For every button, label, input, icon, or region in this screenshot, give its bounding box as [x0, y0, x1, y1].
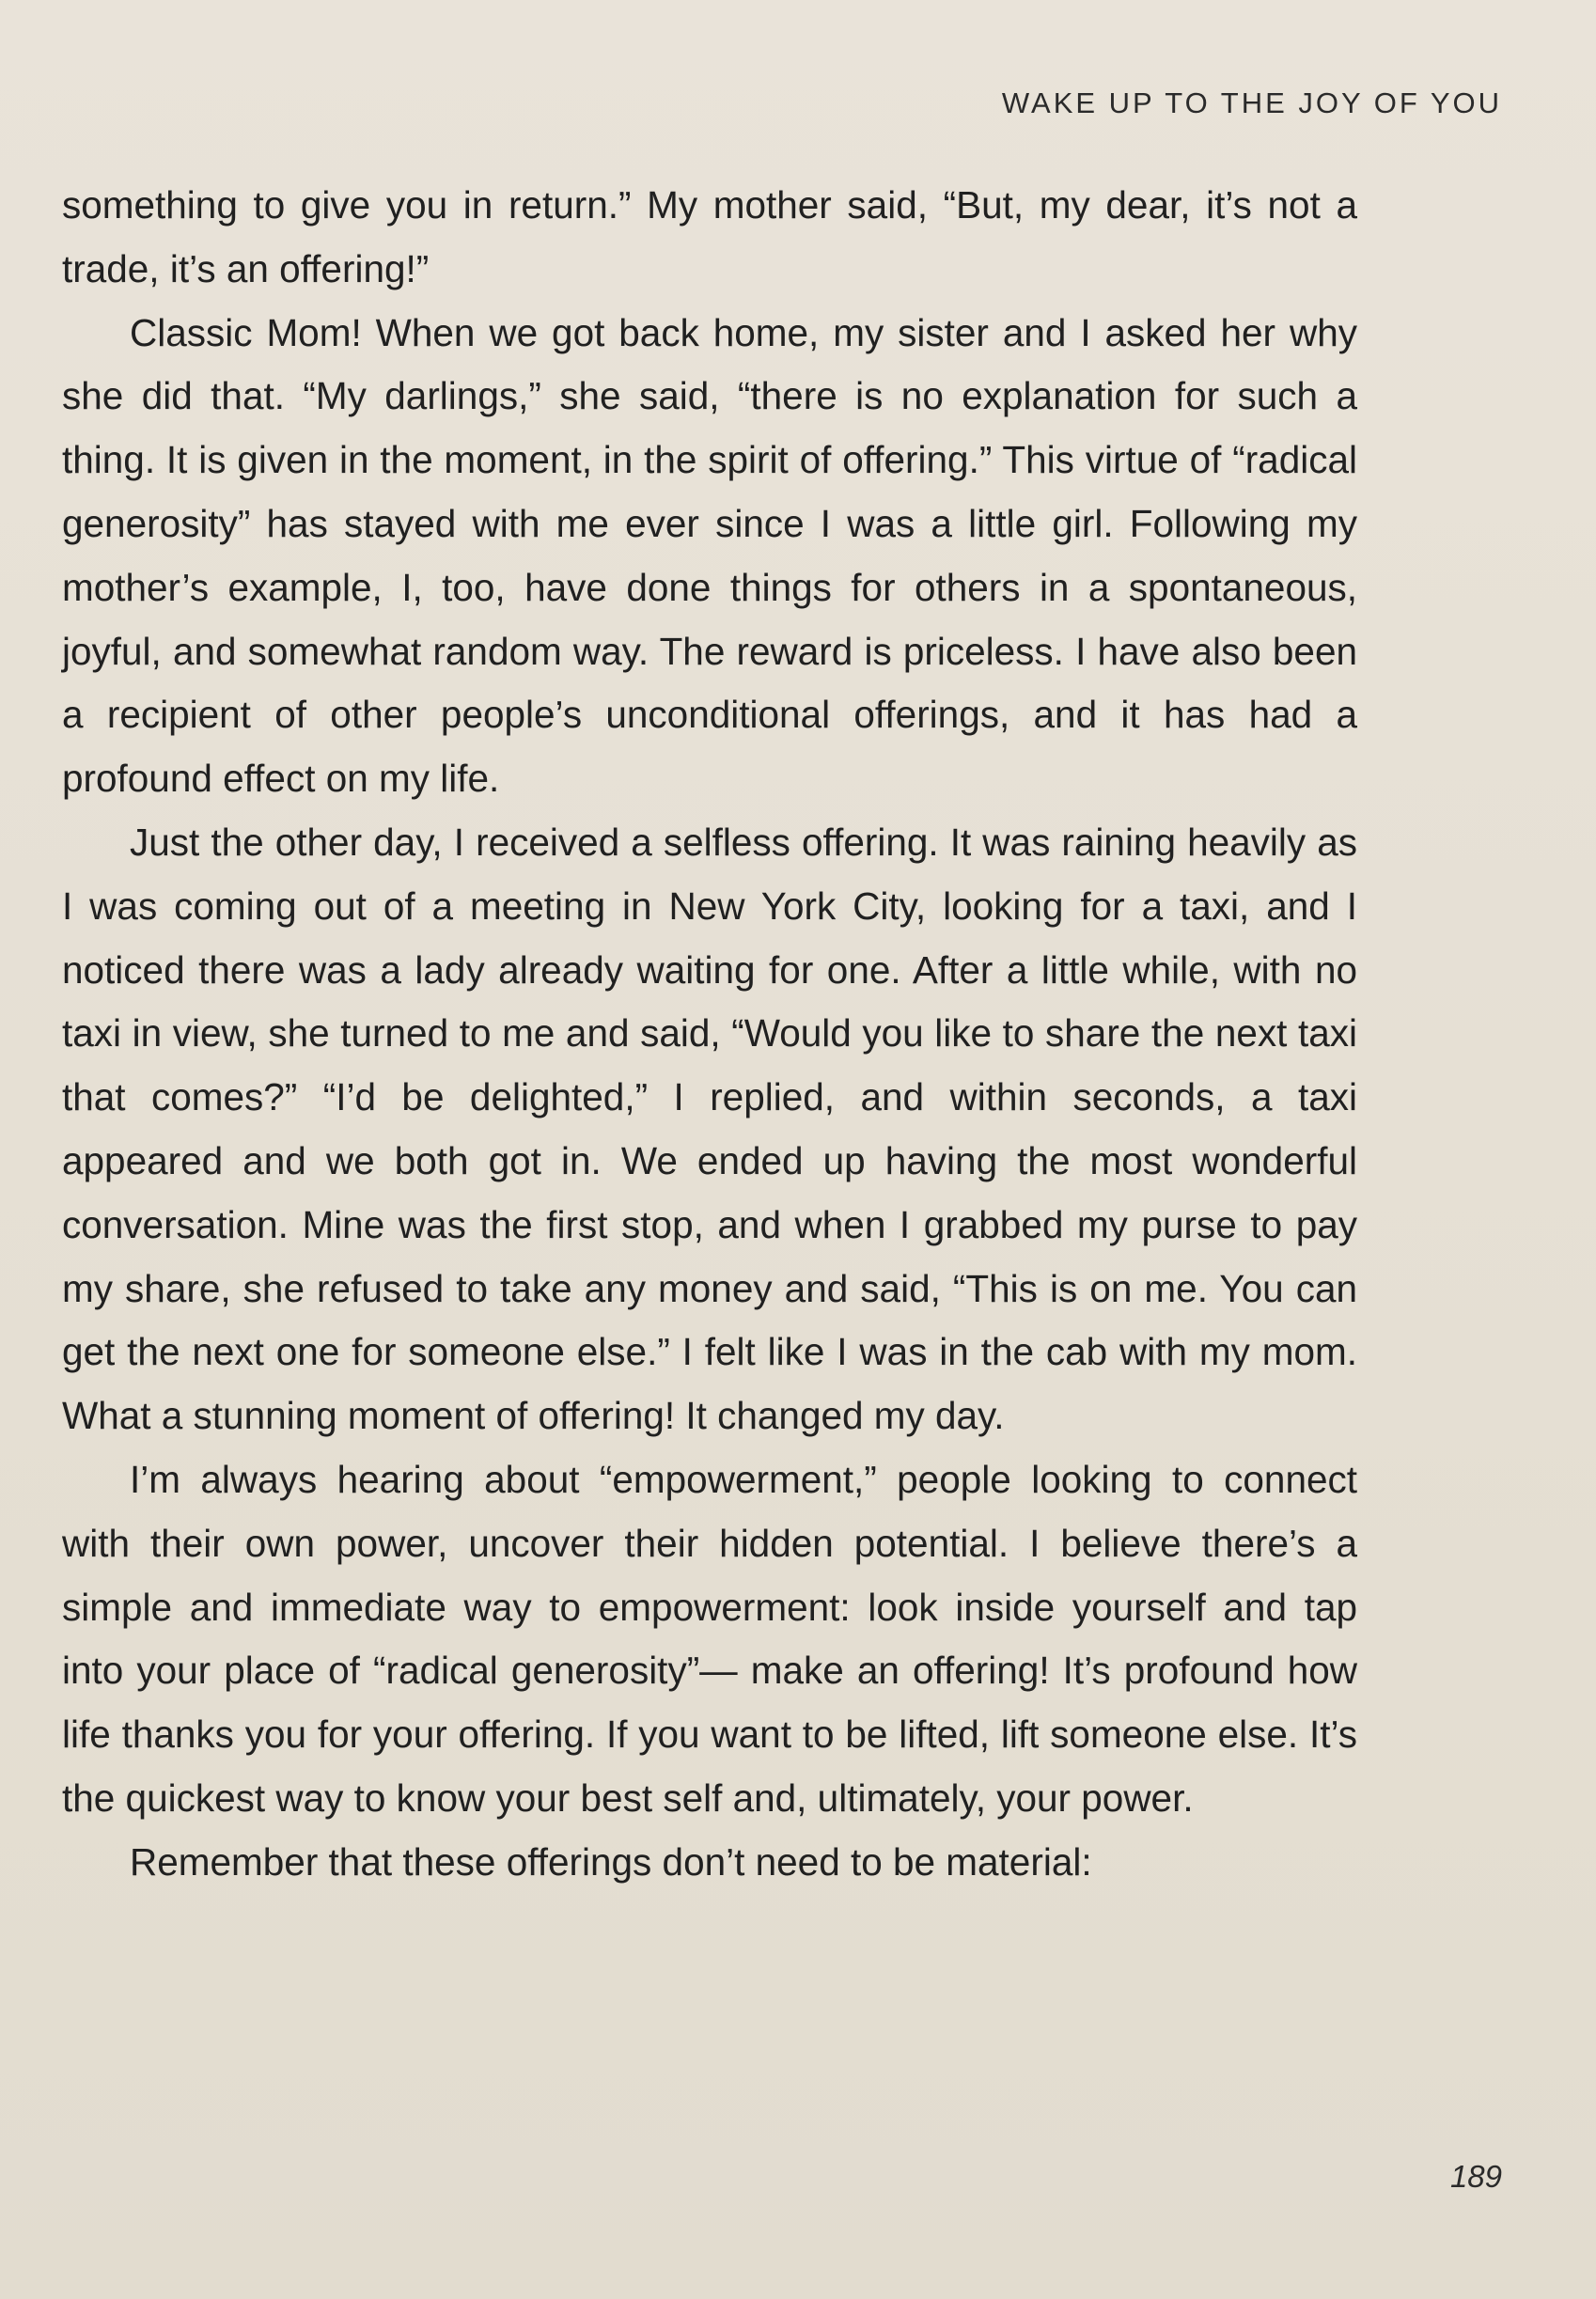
page-number: 189	[1449, 2159, 1502, 2194]
paragraph-classic-mom: Classic Mom! When we got back home, my sister and I asked her why she did that. “My darlings,” she said, “there is no explanation for such a thing. It is given in the moment, in the spirit of offering.” This virtue of “radical generosity” has stayed with me ever since I was a little girl. Following my mother’s example, I, too, have done things for others in a spontaneous, joyful, and somewhat random way. The reward is priceless. I have also been a recipient of other people’s unconditional offerings, and it has had a profound effect on my life.	[62, 310, 1357, 801]
paragraph-continuation: something to give you in return.” My mother said, “But, my dear, it’s not a trade, it’s an offering!”	[62, 183, 1357, 290]
body-text	[62, 174, 1357, 1895]
paragraph-remember: Remember that these offerings don’t need to be material:	[130, 1839, 1092, 1884]
paragraph-taxi-story: Just the other day, I received a selfless offering. It was raining heavily as I was coming out of a meeting in New York City, looking for a taxi, and I noticed there was a lady already waiting for one. After a little while, with no taxi in view, she turned to me and said, “Would you like to share the next taxi that comes?” “I’d be delighted,” I replied, and within seconds, a taxi appeared and we both got in. We ended up having the most wonderful conversation. Mine was the first stop, and when I grabbed my purse to pay my share, she refused to take any money and said, “This is on me. You can get the next one for someone else.” I felt like I was in the cab with my mom. What a stunning moment of offering! It changed my day.	[62, 820, 1357, 1438]
paragraph-empowerment: I’m always hearing about “empowerment,” people looking to connect with their own power, uncover their hidden potential. I believe there’s a simple and immediate way to empowerment: look inside yourself and tap into your place of “radical generosity”— make an offering! It’s profound how life thanks you for your offering. If you want to be lifted, lift someone else. It’s the quickest way to know your best self and, ultimately, your power.	[62, 1457, 1357, 1820]
running-head: WAKE UP TO THE JOY OF YOU	[1001, 86, 1502, 119]
